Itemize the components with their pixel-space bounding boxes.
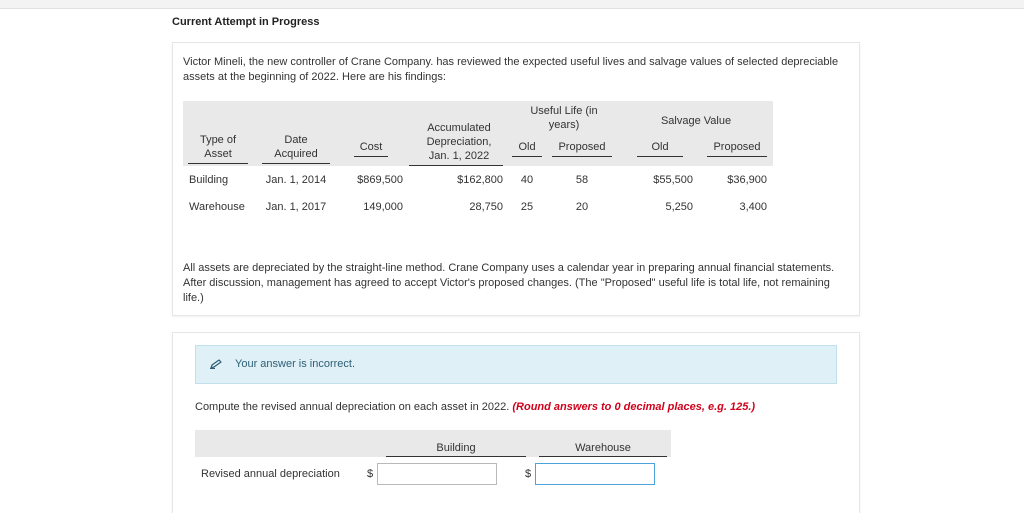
top-bar [0, 0, 1024, 9]
answer-row [195, 457, 671, 491]
header-warehouse: Warehouse [535, 430, 671, 457]
header-salvage-proposed: Proposed [701, 132, 773, 166]
header-date-acquired: Date Acquired [253, 132, 339, 166]
table-row-building: Building Jan. 1, 2014 $869,500 $162,800 40 58 $55,500 $36,900 [189, 173, 767, 186]
pencil-icon [209, 359, 223, 369]
feedback-message: Your answer is incorrect. [235, 358, 356, 370]
problem-note: All assets are depreciated by the straight-line method. Crane Company uses a calendar year in preparing annual financial statements. After discussion, management has agreed to accept Victor's proposed changes. (The "Proposed" useful life is total life, not remaining life.) [183, 262, 835, 304]
header-cost: Cost [339, 132, 409, 166]
warehouse-depreciation-input[interactable] [535, 463, 655, 485]
header-building: Building [377, 430, 535, 457]
problem-intro: Victor Mineli, the new controller of Crane Company. has reviewed the expected useful lives and salvage values of selected depreciable assets at the beginning of 2022. Here are his findings: [183, 56, 839, 83]
header-type-of-asset: Type of Asset [183, 132, 253, 166]
question-text [195, 401, 755, 413]
rounding-instruction: (Round answers to 0 decimal places, e.g. 125.) [512, 401, 756, 413]
answer-row-label: Revised annual depreciation [201, 468, 340, 480]
problem-panel [172, 42, 860, 316]
table-row-warehouse: Warehouse Jan. 1, 2017 149,000 28,750 25 20 5,250 3,400 [189, 200, 767, 213]
currency-symbol: $ [366, 468, 374, 480]
currency-symbol: $ [524, 468, 532, 480]
header-salvage-old: Old [619, 132, 701, 166]
header-useful-life-old: Old [509, 132, 545, 166]
header-useful-life: Useful Life (in years) [509, 101, 619, 132]
asset-table [183, 101, 773, 220]
header-salvage-value: Salvage Value [619, 101, 773, 132]
question-prompt: Compute the revised annual depreciation on each asset in 2022. [195, 401, 510, 413]
header-accumulated-depreciation: Accumulated Depreciation, Jan. 1, 2022 [409, 101, 509, 166]
answer-panel [172, 332, 860, 513]
feedback-banner [195, 345, 837, 384]
header-useful-life-proposed: Proposed [545, 132, 619, 166]
answer-table [195, 430, 671, 491]
attempt-title: Current Attempt in Progress [172, 16, 320, 28]
building-depreciation-input[interactable] [377, 463, 497, 485]
